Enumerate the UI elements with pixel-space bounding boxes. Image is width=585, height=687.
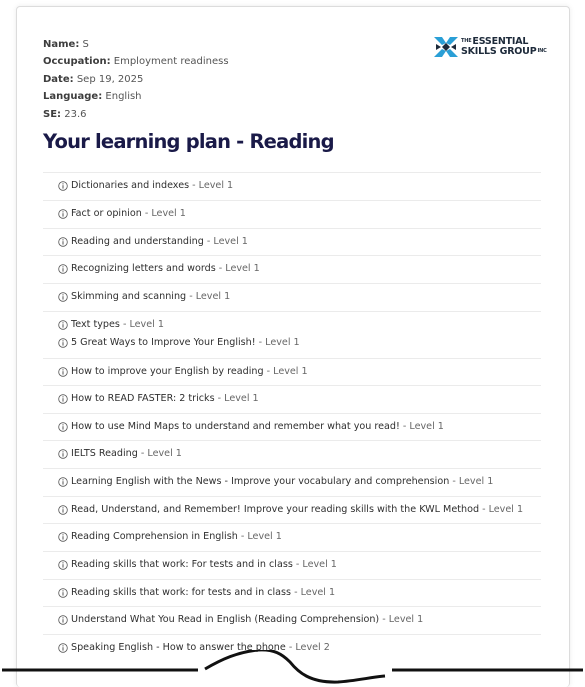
list-item[interactable] [43,255,541,282]
item-level: Level 1 [225,263,260,274]
date-value: Sep 19, 2025 [76,73,144,85]
occupation-row [43,53,229,70]
se-value: 23.6 [64,108,87,120]
item-title: IELTS Reading [71,448,138,459]
language-row [43,88,229,105]
item-level: Level 1 [195,291,231,302]
item-level: Level 1 [265,337,300,348]
item-separator: - [399,421,410,432]
item-level: Level 1 [458,476,494,487]
item-separator: - [119,319,130,330]
item-level: Level 1 [488,504,524,515]
info-circle-icon [58,505,68,515]
list-item-content [58,614,423,625]
date-row [43,71,229,88]
list-item-content [58,559,337,570]
item-title: Reading and understanding [71,236,204,247]
se-label: SE: [43,108,62,120]
list-item-content [58,319,164,330]
list-item-content [58,180,233,191]
item-separator: - [285,642,296,653]
item-title: Recognizing letters and words [71,263,216,274]
list-item[interactable] [43,551,541,578]
item-separator: - [379,614,389,625]
list-item-content [58,291,230,302]
list-item[interactable] [43,579,541,606]
list-item-content [58,421,444,432]
list-item[interactable] [43,172,541,199]
item-level: Level 1 [247,531,282,542]
item-separator: - [449,476,459,487]
info-circle-icon [58,264,68,274]
list-item-content [58,587,335,598]
info-circle-icon [58,422,68,432]
item-title: Reading skills that work: For tests and in class [71,559,293,570]
item-level: Level 1 [388,614,424,625]
info-circle-icon [58,292,68,302]
logo-line2: SKILLS GROUP [461,45,537,57]
learning-plan-card [16,6,570,687]
list-item-content [58,476,493,487]
name-row [43,36,229,53]
item-separator: - [255,337,266,348]
info-circle-icon [58,588,68,598]
list-item[interactable] [43,606,541,633]
item-level: Level 1 [198,180,234,191]
logo-wordmark [461,37,548,56]
item-level: Level 2 [295,642,330,653]
item-level: Level 1 [129,319,164,330]
item-separator: - [291,587,301,598]
list-item[interactable] [43,468,541,495]
info-circle-icon [58,477,68,487]
essential-skills-logo-icon [433,34,459,60]
item-level: Level 1 [151,208,186,219]
item-level: Level 1 [147,448,182,459]
list-item-content [58,208,186,219]
item-title: Reading skills that work: for tests and in class [71,587,292,598]
torn-page-edge [0,650,585,687]
item-title: Dictionaries and indexes [71,180,190,191]
info-circle-icon [58,367,68,377]
list-item-content [58,504,523,515]
item-separator: - [292,559,303,570]
info-circle-icon [58,394,68,404]
info-circle-icon [58,449,68,459]
list-item[interactable] [43,283,541,310]
list-item[interactable] [43,440,541,467]
name-value: S [82,39,89,50]
item-separator: - [141,208,152,219]
item-title: 5 Great Ways to Improve Your English! [71,337,256,348]
info-circle-icon [58,320,68,330]
info-circle-icon [58,560,68,570]
list-item[interactable] [43,385,541,412]
list-item[interactable] [43,358,541,385]
date-label: Date: [43,73,74,85]
item-separator: - [237,531,248,542]
page-title: Your learning plan - Reading [43,130,334,153]
occupation-value: Employment readiness [113,56,229,68]
item-level: Level 1 [302,559,337,570]
item-separator: - [479,504,489,515]
logo-line1: ESSENTIAL [472,36,529,47]
info-circle-icon [58,237,68,247]
item-title: Understand What You Read in English (Reading Comprehension) [71,614,380,625]
list-item-content [58,366,308,377]
item-title: How to improve your English by reading [71,366,264,377]
item-title: Speaking English - How to answer the phone [71,642,286,653]
list-item[interactable] [43,496,541,523]
item-title: Skimming and scanning [71,291,187,302]
se-row [43,106,229,123]
item-title: How to use Mind Maps to understand and remember what you read! [71,421,400,432]
list-item[interactable] [43,200,541,227]
item-title: Learning English with the News - Improve your vocabulary and comprehension [71,476,450,487]
list-item[interactable] [43,228,541,255]
list-item-content [58,337,300,348]
info-circle-icon [58,615,68,625]
list-item-content [58,531,282,542]
profile-info [43,36,229,123]
item-level: Level 1 [224,393,259,404]
list-item[interactable] [43,413,541,440]
item-separator: - [186,291,196,302]
logo-prefix: THE [461,38,472,44]
item-level: Level 1 [300,587,336,598]
list-item[interactable] [43,523,541,550]
item-title: Read, Understand, and Remember! Improve your reading skills with the KWL Method [71,504,480,515]
info-circle-icon [58,209,68,219]
language-label: Language: [43,91,103,103]
list-item-content [58,448,182,459]
info-circle-icon [58,338,68,348]
item-title: Fact or opinion [71,208,142,219]
item-separator: - [263,366,274,377]
item-separator: - [203,236,214,247]
info-circle-icon [58,532,68,542]
info-circle-icon [58,181,68,191]
item-level: Level 1 [409,421,444,432]
occupation-label: Occupation: [43,56,111,68]
list-item[interactable] [43,330,541,356]
logo-suffix: INC [537,47,547,54]
item-level: Level 1 [213,236,248,247]
item-title: Reading Comprehension in English [71,531,238,542]
list-item-content [58,263,260,274]
company-logo [433,34,547,60]
language-value: English [105,91,142,103]
item-separator: - [189,180,199,191]
item-separator: - [137,448,148,459]
item-level: Level 1 [273,366,308,377]
list-item-content [58,393,259,404]
item-title: Text types [71,319,120,330]
item-title: How to READ FASTER: 2 tricks [71,393,215,404]
item-separator: - [214,393,225,404]
item-separator: - [215,263,226,274]
list-item-content [58,236,248,247]
name-label: Name: [43,39,80,50]
